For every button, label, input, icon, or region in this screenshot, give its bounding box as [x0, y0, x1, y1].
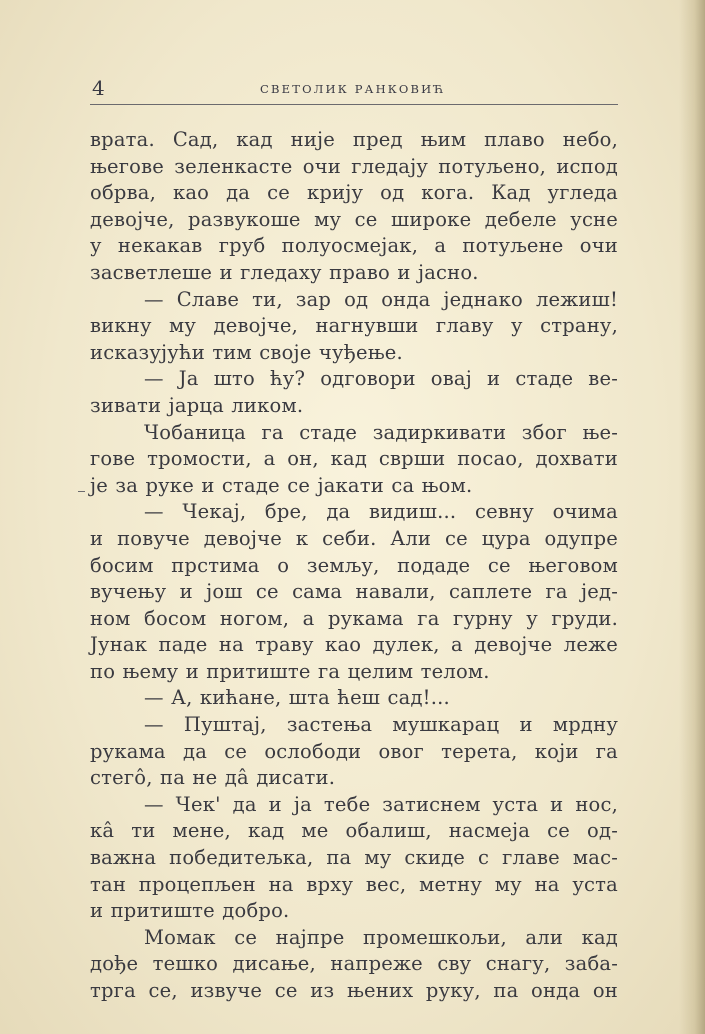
text-line: стегô, па не дâ дисати. [90, 766, 336, 790]
body-text [90, 127, 618, 1005]
text-line: ном босом ногом, а рукама га гурну у груди. [90, 606, 618, 630]
page-number: 4 [92, 76, 105, 100]
text-line: врата. Сад, кад није пред њим плаво небо, [90, 128, 618, 151]
text-line: зивати јарца ликом. [90, 393, 304, 417]
text-line: Момак се најпре промешкољи, али кад [144, 925, 618, 949]
text-line: обрва, као да се крију од кога. Кад угледа [90, 181, 618, 205]
text-line: гове тромости, а он, кад сврши посао, дохвати [90, 447, 618, 471]
text-line: — Чек' да и ја тебе затиснем уста и нос, [144, 792, 618, 816]
text-line: кâ ти мене, кад ме обалиш, насмеја се од- [90, 819, 618, 843]
text-line: викну му девојче, нагнувши главу у страну, [90, 314, 618, 338]
text-line: тан процепљен на врху вес, метну му на уста [90, 872, 618, 896]
text-line: засветлеше и гледаху право и јасно. [90, 260, 479, 284]
page-spine-shadow [679, 0, 705, 1034]
text-line: девојче, развукоше му се широке дебеле усне [90, 207, 618, 231]
text-line: је за руке и стаде се јакати са њом. [90, 473, 473, 497]
text-line: — Пуштај, застења мушкарац и мрдну [144, 713, 618, 737]
text-line: важна победитељка, па му скиде с главе мас- [90, 846, 618, 870]
text-line: рукама да се ослободи овог терета, који га [90, 739, 618, 763]
text-line: трга се, извуче се из њених руку, па онда он [90, 979, 618, 1002]
text-line: Јунак паде на траву као дулек, а девојче леже [90, 633, 618, 657]
text-line: — Чекај, бре, да видиш... севну очима [144, 500, 618, 524]
text-line: и повуче девојче к себи. Али се цура одупре [90, 526, 618, 550]
text-line: по њему и притиште га целим телом. [90, 659, 490, 683]
text-line: Чобаница га стаде задиркивати због ње- [144, 420, 618, 444]
text-line: његове зеленкасте очи гледају потуљено, испод [90, 154, 618, 178]
text-line: — Ја што ћу? одговори овај и стаде ве- [144, 367, 618, 391]
text-line: — А, кићане, шта ћеш сад!... [144, 686, 450, 710]
text-line: вучењу и још се сама навали, саплете га јед- [90, 580, 618, 604]
text-line: босим прстима о земљу, подаде се његовом [90, 553, 618, 577]
margin-mark [78, 491, 85, 492]
text-line: у некакав груб полуосмејак, а потуљене очи [90, 234, 618, 258]
text-line: дође тешко дисање, напреже сву снагу, заба- [90, 952, 618, 976]
text-line: — Славе ти, зар од онда једнако лежиш! [144, 287, 618, 311]
page-header [90, 76, 618, 102]
running-head: СВЕТОЛИК РАНКОВИЋ [260, 82, 446, 96]
text-line: исказујући тим своје чуђење. [90, 340, 403, 364]
text-line: и притиште добро. [90, 899, 290, 923]
header-rule [90, 104, 618, 105]
